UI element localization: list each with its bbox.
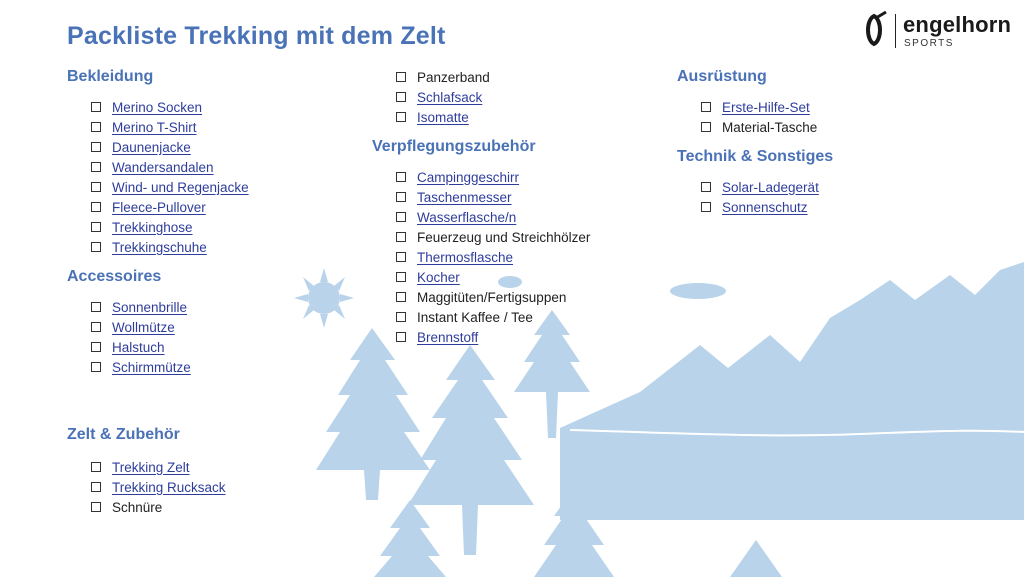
item-link[interactable]: Merino T-Shirt xyxy=(112,119,197,135)
checkbox[interactable] xyxy=(701,102,711,112)
checkbox[interactable] xyxy=(396,112,406,122)
item-link[interactable]: Daunenjacke xyxy=(112,139,191,155)
list-item[interactable] xyxy=(91,197,357,217)
checkbox[interactable] xyxy=(701,182,711,192)
list-item[interactable] xyxy=(396,287,672,307)
list-item[interactable] xyxy=(396,207,672,227)
item-link[interactable]: Brennstoff xyxy=(417,329,479,345)
item-link[interactable]: Solar-Ladegerät xyxy=(722,179,819,195)
column-3 xyxy=(677,67,977,217)
item-text: Feuerzeug und Streichhölzer xyxy=(417,229,591,245)
item-text: Maggitüten/Fertigsuppen xyxy=(417,289,567,305)
item-text: Instant Kaffee / Tee xyxy=(417,309,533,325)
logo-divider xyxy=(895,14,896,48)
checkbox[interactable] xyxy=(701,122,711,132)
checkbox[interactable] xyxy=(91,482,101,492)
list-item[interactable] xyxy=(701,177,977,197)
item-text: Material-Tasche xyxy=(722,119,818,135)
section-heading-technik-sonstiges: Technik & Sonstiges xyxy=(677,148,834,165)
checkbox[interactable] xyxy=(91,102,101,112)
item-link[interactable]: Thermosflasche xyxy=(417,249,514,265)
checkbox[interactable] xyxy=(91,342,101,352)
item-link[interactable]: Wind- und Regenjacke xyxy=(112,179,249,195)
item-link[interactable]: Taschenmesser xyxy=(417,189,512,205)
section-heading-zelt-zubehoer: Zelt & Zubehör xyxy=(67,426,180,443)
item-link[interactable]: Sonnenbrille xyxy=(112,299,188,315)
item-text: Panzerband xyxy=(417,69,490,85)
list-schlafen xyxy=(372,67,672,127)
section-heading-accessoires: Accessoires xyxy=(67,268,162,285)
list-item[interactable] xyxy=(396,327,672,347)
item-link[interactable]: Campinggeschirr xyxy=(417,169,520,185)
checkbox[interactable] xyxy=(396,272,406,282)
engelhorn-logo-icon xyxy=(862,10,892,50)
list-item[interactable] xyxy=(91,477,357,497)
checkbox[interactable] xyxy=(91,302,101,312)
brand-name: engelhorn xyxy=(903,12,1012,37)
item-link[interactable]: Wollmütze xyxy=(112,319,175,335)
checkbox[interactable] xyxy=(91,502,101,512)
checkbox[interactable] xyxy=(91,362,101,372)
column-1 xyxy=(67,67,357,517)
item-link[interactable]: Kocher xyxy=(417,269,460,285)
list-item[interactable] xyxy=(396,247,672,267)
checkbox[interactable] xyxy=(91,242,101,252)
checkbox[interactable] xyxy=(91,182,101,192)
list-item[interactable] xyxy=(396,227,672,247)
list-item[interactable] xyxy=(91,237,357,257)
list-item[interactable] xyxy=(91,297,357,317)
list-bekleidung xyxy=(67,97,357,257)
item-link[interactable]: Schlafsack xyxy=(417,89,483,105)
list-item[interactable] xyxy=(91,97,357,117)
list-item[interactable] xyxy=(396,187,672,207)
list-verpflegungszubehoer xyxy=(372,167,672,347)
checkbox[interactable] xyxy=(396,72,406,82)
list-item[interactable] xyxy=(701,97,977,117)
checkbox[interactable] xyxy=(91,462,101,472)
list-accessoires xyxy=(67,297,357,377)
item-text: Schnüre xyxy=(112,499,163,515)
list-zelt-zubehoer xyxy=(67,457,357,517)
list-item[interactable] xyxy=(396,307,672,327)
checkbox[interactable] xyxy=(396,232,406,242)
checkbox[interactable] xyxy=(91,202,101,212)
checkbox[interactable] xyxy=(91,122,101,132)
checkbox[interactable] xyxy=(91,142,101,152)
item-link[interactable]: Schirmmütze xyxy=(112,359,191,375)
page-title: Packliste Trekking mit dem Zelt xyxy=(67,22,446,50)
list-item[interactable] xyxy=(91,217,357,237)
list-item[interactable] xyxy=(396,87,672,107)
list-item[interactable] xyxy=(91,137,357,157)
checkbox[interactable] xyxy=(396,92,406,102)
list-item[interactable] xyxy=(701,197,977,217)
section-heading-bekleidung: Bekleidung xyxy=(67,68,154,85)
section-heading-verpflegungszubehoer: Verpflegungszubehör xyxy=(372,138,536,155)
item-link[interactable]: Wasserflasche/n xyxy=(417,209,517,225)
list-technik-sonstiges xyxy=(677,177,977,217)
item-link[interactable]: Isomatte xyxy=(417,109,469,125)
checkbox[interactable] xyxy=(396,312,406,322)
item-link[interactable]: Trekkingschuhe xyxy=(112,239,207,255)
list-item[interactable] xyxy=(91,457,357,477)
list-item[interactable] xyxy=(91,177,357,197)
checkbox[interactable] xyxy=(396,212,406,222)
item-link[interactable]: Trekkinghose xyxy=(112,219,193,235)
list-item[interactable] xyxy=(396,167,672,187)
list-item[interactable] xyxy=(91,157,357,177)
item-link[interactable]: Sonnenschutz xyxy=(722,199,808,215)
item-link[interactable]: Fleece-Pullover xyxy=(112,199,206,215)
item-link[interactable]: Erste-Hilfe-Set xyxy=(722,99,810,115)
list-item[interactable] xyxy=(91,317,357,337)
checkbox[interactable] xyxy=(396,292,406,302)
list-item[interactable] xyxy=(91,357,357,377)
list-item[interactable] xyxy=(91,497,357,517)
list-item[interactable] xyxy=(91,117,357,137)
item-link[interactable]: Trekking Zelt xyxy=(112,459,190,475)
checkbox[interactable] xyxy=(91,222,101,232)
column-2 xyxy=(372,67,672,347)
checkbox[interactable] xyxy=(701,202,711,212)
list-item[interactable] xyxy=(396,267,672,287)
section-heading-ausruestung: Ausrüstung xyxy=(677,68,767,85)
checkbox[interactable] xyxy=(396,332,406,342)
list-ausruestung xyxy=(677,97,977,137)
checkbox[interactable] xyxy=(396,192,406,202)
item-link[interactable]: Halstuch xyxy=(112,339,165,355)
list-item[interactable] xyxy=(396,107,672,127)
item-link[interactable]: Wandersandalen xyxy=(112,159,214,175)
list-item[interactable] xyxy=(701,117,977,137)
checkbox[interactable] xyxy=(91,322,101,332)
item-link[interactable]: Merino Socken xyxy=(112,99,203,115)
list-item[interactable] xyxy=(91,337,357,357)
brand-sub: SPORTS xyxy=(904,38,954,49)
item-link[interactable]: Trekking Rucksack xyxy=(112,479,226,495)
checkbox[interactable] xyxy=(396,252,406,262)
checkbox[interactable] xyxy=(91,162,101,172)
checkbox[interactable] xyxy=(396,172,406,182)
brand-logo[interactable] xyxy=(862,10,1022,52)
list-item[interactable] xyxy=(396,67,672,87)
